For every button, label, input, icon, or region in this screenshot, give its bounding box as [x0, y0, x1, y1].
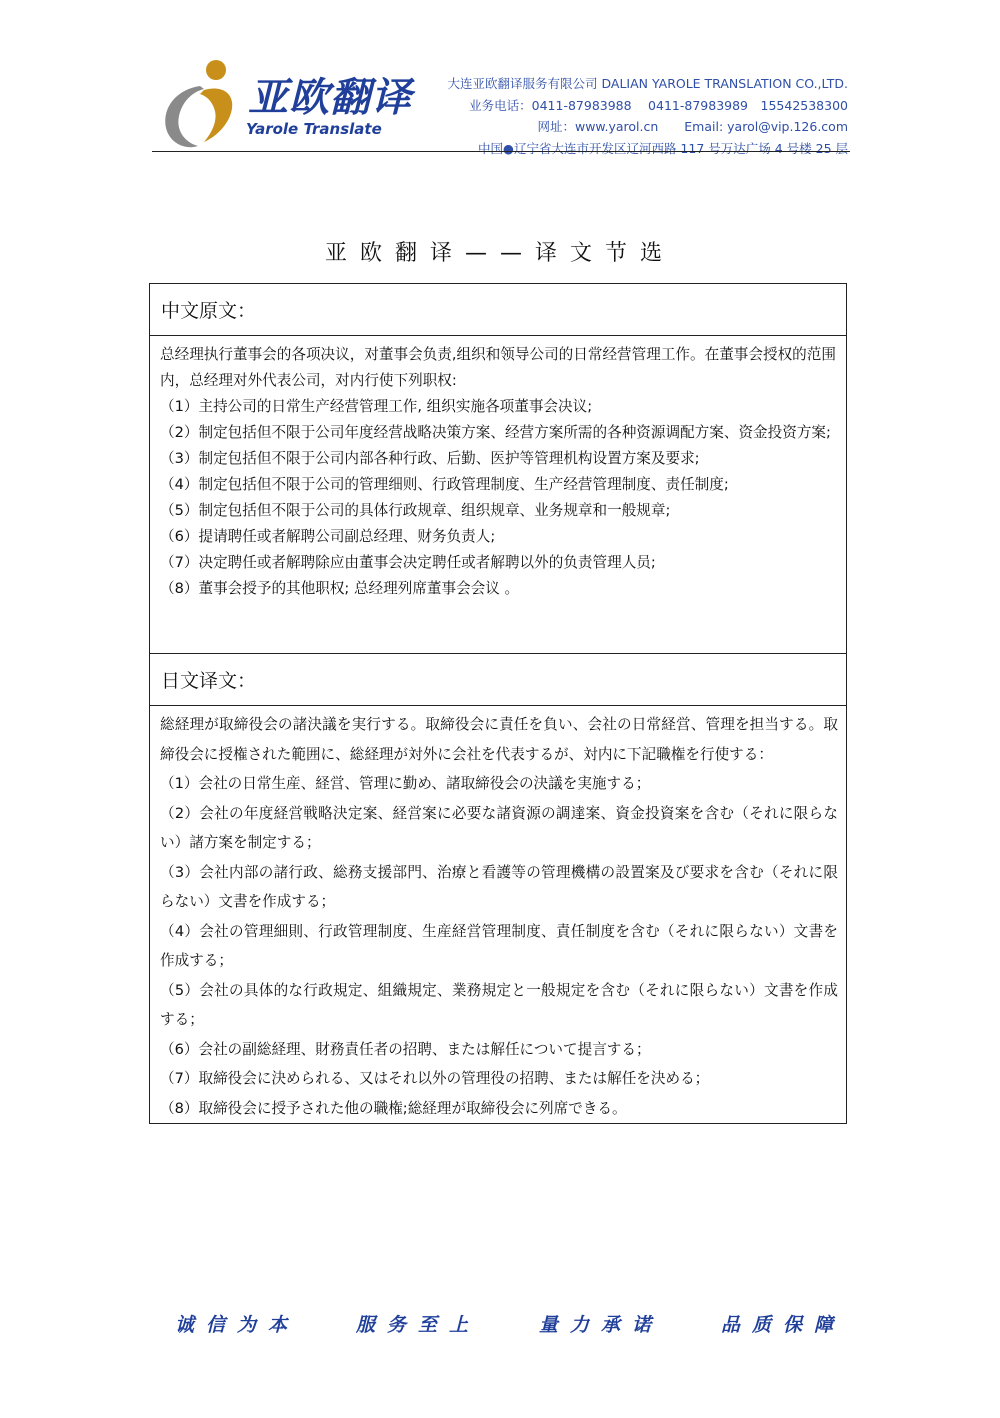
- japanese-section-body: [150, 706, 846, 1123]
- footer-motto: 服务至上: [356, 1314, 481, 1336]
- footer-motto: 量力承诺: [539, 1314, 664, 1336]
- chinese-paragraph: （6）提请聘任或者解聘公司副总经理、财务负责人;: [160, 528, 496, 545]
- japanese-paragraph: （3）会社内部の諸行政、総務支援部門、治療と看護等の管理機構の設置案及び要求を含む（それに限らない）文書を作成する；: [160, 863, 838, 910]
- japanese-paragraph: （8）取締役会に授予された他の職権;総経理が取締役会に列席できる。: [160, 1099, 627, 1117]
- japanese-paragraph: （6）会社の副総経理、財務責任者の招聘、または解任について提言する；: [160, 1040, 651, 1058]
- chinese-paragraph: （7）决定聘任或者解聘除应由董事会决定聘任或者解聘以外的负责管理人员;: [160, 554, 656, 571]
- website: 网址：www.yarol.cn: [537, 119, 659, 134]
- email-address: Email: yarol@vip.126.com: [684, 119, 848, 134]
- logo-english-name: Yarole Translate: [246, 120, 382, 138]
- chinese-paragraph: （3）制定包括但不限于公司内部各种行政、后勤、医护等管理机构设置方案及要求;: [160, 450, 700, 467]
- company-address: 中国●辽宁省大连市开发区辽河西路 117 号万达广场 4 号楼 25 层: [478, 140, 848, 156]
- chinese-paragraph: 总经理执行董事会的各项决议，对董事会负责,组织和领导公司的日常经营管理工作。在董事会授权的范围内，总经理对外代表公司，对内行使下列职权:: [160, 346, 836, 389]
- web-email-line: [448, 116, 848, 138]
- footer-motto: 品质保障: [721, 1314, 846, 1336]
- chinese-paragraph: （1）主持公司的日常生产经营管理工作, 组织实施各项董事会决议;: [160, 398, 593, 415]
- footer-mottos: [0, 1310, 1000, 1340]
- logo-mark-icon: [160, 56, 246, 152]
- chinese-section-body: [150, 336, 846, 654]
- logo-chinese-name: 亚欧翻译: [248, 75, 412, 121]
- business-phone: 业务电话：0411-87983988 0411-87983989 15542538300: [469, 97, 848, 113]
- chinese-paragraph: （8）董事会授予的其他职权; 总经理列席董事会会议 。: [160, 580, 520, 597]
- page-title: 亚欧翻译——译文节选: [324, 241, 675, 266]
- chinese-paragraph: （4）制定包括但不限于公司的管理细则、行政管理制度、生产经营管理制度、责任制度;: [160, 476, 729, 493]
- japanese-section-heading: 日文译文：: [150, 654, 846, 706]
- chinese-section-heading: 中文原文：: [150, 284, 846, 336]
- footer-motto: 诚信为本: [175, 1314, 300, 1336]
- company-contact-block: [448, 73, 848, 159]
- japanese-paragraph: （5）会社の具体的な行政規定、組織規定、業務規定と一般規定を含む（それに限らない）文書を作成する；: [160, 981, 838, 1028]
- japanese-paragraph: 総経理が取締役会の諸決議を実行する。取締役会に責任を負い、会社の日常経営、管理を担当する。取締役会に授権された範囲に、総経理が対外に会社を代表するが、対内に下記職権を行使する：: [160, 716, 838, 763]
- company-name: 大连亚欧翻译服务有限公司 DALIAN YAROLE TRANSLATION CO.,LTD.: [447, 76, 848, 91]
- japanese-paragraph: （4）会社の管理細則、行政管理制度、生産経営管理制度、責任制度を含む（それに限らない）文書を作成する；: [160, 922, 838, 969]
- japanese-paragraph: （2）会社の年度経営戦略決定案、経営案に必要な諸資源の調達案、資金投資案を含む（それに限らない）諸方案を制定する；: [160, 804, 838, 851]
- company-logo: [160, 56, 410, 152]
- translation-table: [149, 283, 847, 1124]
- chinese-paragraph: （2）制定包括但不限于公司年度经营战略决策方案、经营方案所需的各种资源调配方案、资金投资方案;: [160, 424, 831, 441]
- japanese-paragraph: （7）取締役会に決められる、又はそれ以外の管理役の招聘、または解任を決める；: [160, 1070, 710, 1087]
- chinese-paragraph: （5）制定包括但不限于公司的具体行政规章、组织规章、业务规章和一般规章;: [160, 502, 671, 519]
- header-divider: [152, 151, 850, 152]
- japanese-paragraph: （1）会社の日常生産、経営、管理に勤め、諸取締役会の決議を実施する；: [160, 775, 651, 792]
